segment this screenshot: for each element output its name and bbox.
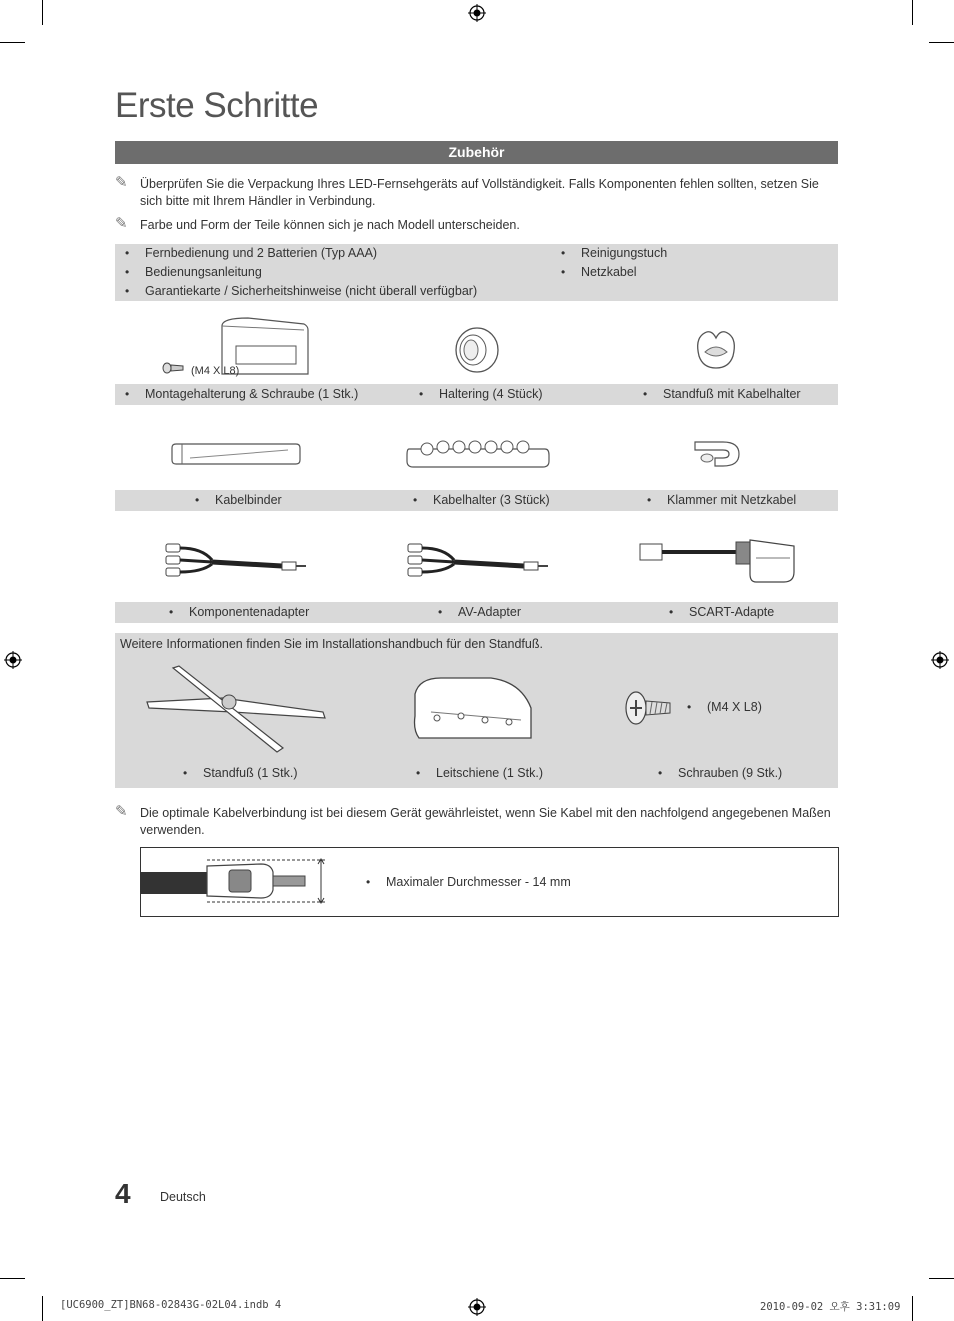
cable-tie-image <box>170 440 302 466</box>
cable-holder-image <box>405 435 550 471</box>
power-cable-clamp-image <box>693 436 743 470</box>
item-label: • Kabelbinder <box>215 493 282 507</box>
list-item: • Bedienungsanleitung <box>145 265 262 279</box>
av-adapter-image <box>404 538 550 584</box>
holder-ring-image <box>452 325 502 375</box>
crop-mark <box>929 42 954 43</box>
page-title: Erste Schritte <box>115 86 319 125</box>
item-label: • Klammer mit Netzkabel <box>667 493 796 507</box>
crop-mark <box>912 0 913 25</box>
stand-cable-holder-image <box>693 326 739 372</box>
crop-mark <box>912 1296 913 1321</box>
stand-info-text: Weitere Informationen finden Sie im Installationshandbuch für den Standfuß. <box>120 637 543 651</box>
cable-spec-box <box>140 847 839 917</box>
note-text: Überprüfen Sie die Verpackung Ihres LED-Fernsehgeräts auf Vollständigkeit. Falls Komponenten fehlen sollten, setzen Sie sich bitte mit Ihrem Händler in Verbindung. <box>140 177 819 208</box>
screw-size-caption: (M4 X L8) <box>191 365 240 377</box>
registration-mark-icon <box>468 1298 486 1316</box>
crop-mark <box>0 42 25 43</box>
list-item: • Fernbedienung und 2 Batterien (Typ AAA) <box>145 246 377 260</box>
file-name: [UC6900_ZT]BN68-02843G-02L04.indb 4 <box>60 1299 282 1311</box>
item-label: • Standfuß (1 Stk.) <box>203 766 297 780</box>
pencil-note-icon: ✎ <box>115 803 128 820</box>
section-header: Zubehör <box>115 141 838 164</box>
registration-mark-icon <box>931 651 949 669</box>
item-label: • Haltering (4 Stück) <box>439 387 543 401</box>
crop-mark <box>0 1278 25 1279</box>
note-text: Die optimale Kabelverbindung ist bei diesem Gerät gewährleistet, wenn Sie Kabel mit den nachfolgend angegebenen Maßen verwenden. <box>140 806 831 837</box>
crop-mark <box>42 1296 43 1321</box>
pencil-note-icon: ✎ <box>115 215 128 232</box>
component-adapter-image <box>162 538 308 584</box>
print-timestamp: 2010-09-02 오후 3:31:09 <box>760 1301 901 1313</box>
screw-size-caption: • (M4 X L8) <box>707 700 762 714</box>
list-item: • Netzkabel <box>581 265 637 279</box>
guide-rail-image <box>411 672 537 742</box>
item-label: • Montagehalterung & Schraube (1 Stk.) <box>145 387 358 401</box>
item-label: • Standfuß mit Kabelhalter <box>663 387 801 401</box>
note-text: Farbe und Form der Teile können sich je nach Modell unterscheiden. <box>140 218 520 232</box>
list-item: • Reinigungstuch <box>581 246 667 260</box>
cable-spec-text: • Maximaler Durchmesser - 14 mm <box>386 875 571 889</box>
cable-diameter-image <box>141 856 331 906</box>
stand-image <box>143 664 329 754</box>
screw-image <box>624 690 672 726</box>
crop-mark <box>42 0 43 25</box>
item-label: • Schrauben (9 Stk.) <box>678 766 782 780</box>
screw-image <box>162 362 184 374</box>
crop-mark <box>929 1278 954 1279</box>
item-label: • AV-Adapter <box>458 605 521 619</box>
list-item: • Garantiekarte / Sicherheitshinweise (nicht überall verfügbar) <box>145 284 477 298</box>
item-label: • Kabelhalter (3 Stück) <box>433 493 550 507</box>
registration-mark-icon <box>4 651 22 669</box>
registration-mark-icon <box>468 4 486 22</box>
item-label: • SCART-Adapte <box>689 605 774 619</box>
pencil-note-icon: ✎ <box>115 174 128 191</box>
scart-adapter-image <box>638 536 800 586</box>
page-number: 4 <box>115 1178 131 1209</box>
item-label: • Komponentenadapter <box>189 605 309 619</box>
language-label: Deutsch <box>160 1190 206 1204</box>
item-label: • Leitschiene (1 Stk.) <box>436 766 543 780</box>
